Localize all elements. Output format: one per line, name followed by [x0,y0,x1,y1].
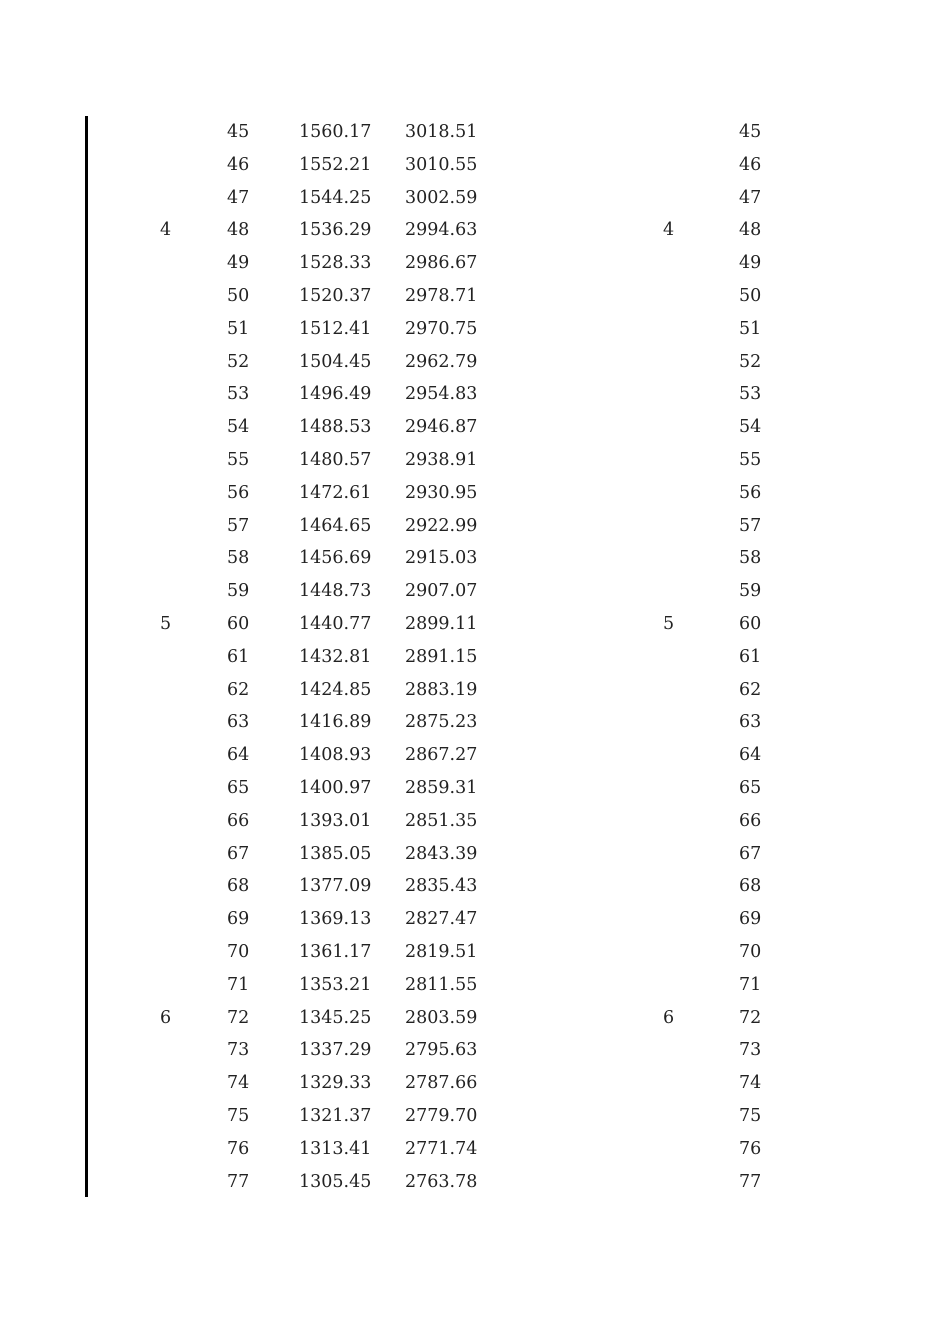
month-cell: 53 [227,384,250,405]
table-row [0,805,950,838]
table-row [0,116,950,149]
month-cell: 74 [227,1073,250,1094]
month-cell-right: 47 [739,187,762,208]
table-row [0,542,950,575]
amount-b-cell: 2779.70 [405,1105,478,1126]
table-row [0,903,950,936]
amount-a-cell: 1353.21 [299,974,372,995]
month-cell-right: 60 [739,613,762,634]
amount-b-cell: 2795.63 [405,1040,478,1061]
month-cell-right: 57 [739,515,762,536]
amount-a-cell: 1369.13 [299,909,372,930]
month-cell: 55 [227,449,250,470]
amount-b-cell: 2899.11 [405,613,478,634]
table-row [0,510,950,543]
amount-b-cell: 2763.78 [405,1171,478,1192]
table-row [0,575,950,608]
amount-b-cell: 2891.15 [405,646,478,667]
month-cell-right: 56 [739,482,762,503]
table-row [0,641,950,674]
amount-b-cell: 2946.87 [405,417,478,438]
month-cell: 56 [227,482,250,503]
amount-a-cell: 1377.09 [299,876,372,897]
month-cell-right: 69 [739,909,762,930]
amount-b-cell: 2907.07 [405,581,478,602]
month-cell: 62 [227,679,250,700]
month-cell: 50 [227,285,250,306]
amount-b-cell: 2859.31 [405,777,478,798]
amount-a-cell: 1456.69 [299,548,372,569]
amount-b-cell: 2994.63 [405,220,478,241]
month-cell-right: 59 [739,581,762,602]
amount-a-cell: 1321.37 [299,1105,372,1126]
month-cell-right: 58 [739,548,762,569]
month-cell-right: 70 [739,941,762,962]
year-cell-right: 6 [663,1007,675,1028]
amount-a-cell: 1504.45 [299,351,372,372]
table-row [0,1034,950,1067]
month-cell-right: 75 [739,1105,762,1126]
month-cell: 76 [227,1138,250,1159]
year-cell-right: 5 [663,613,675,634]
month-cell: 52 [227,351,250,372]
month-cell: 70 [227,941,250,962]
amount-a-cell: 1345.25 [299,1007,372,1028]
amount-b-cell: 2986.67 [405,253,478,274]
amount-a-cell: 1480.57 [299,449,372,470]
month-cell: 68 [227,876,250,897]
table-row [0,936,950,969]
amount-b-cell: 3002.59 [405,187,478,208]
month-cell: 73 [227,1040,250,1061]
amount-a-cell: 1528.33 [299,253,372,274]
month-cell-right: 46 [739,154,762,175]
amount-a-cell: 1305.45 [299,1171,372,1192]
month-cell-right: 73 [739,1040,762,1061]
amount-b-cell: 2851.35 [405,810,478,831]
month-cell: 75 [227,1105,250,1126]
month-cell-right: 74 [739,1073,762,1094]
schedule-table [0,116,950,1198]
amount-b-cell: 2843.39 [405,843,478,864]
month-cell: 47 [227,187,250,208]
amount-b-cell: 2827.47 [405,909,478,930]
amount-a-cell: 1424.85 [299,679,372,700]
month-cell-right: 55 [739,449,762,470]
month-cell-right: 54 [739,417,762,438]
month-cell: 54 [227,417,250,438]
month-cell-right: 49 [739,253,762,274]
month-cell: 65 [227,777,250,798]
month-cell: 77 [227,1171,250,1192]
amount-b-cell: 2978.71 [405,285,478,306]
month-cell: 58 [227,548,250,569]
table-row [0,838,950,871]
month-cell-right: 65 [739,777,762,798]
month-cell-right: 77 [739,1171,762,1192]
amount-a-cell: 1536.29 [299,220,372,241]
table-row [0,313,950,346]
amount-a-cell: 1408.93 [299,745,372,766]
table-row [0,444,950,477]
month-cell: 48 [227,220,250,241]
month-cell: 66 [227,810,250,831]
month-cell-right: 45 [739,122,762,142]
amount-a-cell: 1329.33 [299,1073,372,1094]
table-row [0,346,950,379]
table-row [0,772,950,805]
month-cell-right: 72 [739,1007,762,1028]
month-cell: 51 [227,318,250,339]
amount-a-cell: 1464.65 [299,515,372,536]
month-cell: 69 [227,909,250,930]
table-row [0,378,950,411]
month-cell: 57 [227,515,250,536]
month-cell-right: 66 [739,810,762,831]
amount-b-cell: 2915.03 [405,548,478,569]
table-row [0,149,950,182]
table-row [0,247,950,280]
table-row [0,706,950,739]
month-cell: 63 [227,712,250,733]
amount-b-cell: 3010.55 [405,154,478,175]
month-cell: 60 [227,613,250,634]
amount-a-cell: 1440.77 [299,613,372,634]
amount-a-cell: 1496.49 [299,384,372,405]
amount-a-cell: 1393.01 [299,810,372,831]
amount-a-cell: 1560.17 [299,122,372,142]
month-cell: 61 [227,646,250,667]
month-cell-right: 48 [739,220,762,241]
amount-b-cell: 2819.51 [405,941,478,962]
table-row [0,674,950,707]
amount-a-cell: 1512.41 [299,318,372,339]
amount-b-cell: 2954.83 [405,384,478,405]
amount-b-cell: 2930.95 [405,482,478,503]
month-cell-right: 61 [739,646,762,667]
month-cell-right: 53 [739,384,762,405]
amount-a-cell: 1544.25 [299,187,372,208]
month-cell-right: 52 [739,351,762,372]
month-cell-right: 71 [739,974,762,995]
month-cell: 67 [227,843,250,864]
table-row [0,1100,950,1133]
amount-a-cell: 1520.37 [299,285,372,306]
amount-a-cell: 1432.81 [299,646,372,667]
amount-b-cell: 2811.55 [405,974,478,995]
year-cell-right: 4 [663,220,675,241]
amount-a-cell: 1313.41 [299,1138,372,1159]
amount-b-cell: 2803.59 [405,1007,478,1028]
month-cell: 49 [227,253,250,274]
amount-a-cell: 1337.29 [299,1040,372,1061]
amount-b-cell: 3018.51 [405,122,478,142]
month-cell-right: 67 [739,843,762,864]
year-cell: 6 [160,1007,172,1028]
table-row [0,1166,950,1199]
amount-a-cell: 1416.89 [299,712,372,733]
year-cell: 5 [160,613,172,634]
month-cell: 72 [227,1007,250,1028]
year-cell: 4 [160,220,172,241]
month-cell-right: 68 [739,876,762,897]
table-row [0,182,950,215]
amount-a-cell: 1488.53 [299,417,372,438]
month-cell-right: 50 [739,285,762,306]
amount-b-cell: 2883.19 [405,679,478,700]
amount-b-cell: 2835.43 [405,876,478,897]
table-row [0,214,950,247]
table-row [0,1067,950,1100]
amount-b-cell: 2771.74 [405,1138,478,1159]
table-row [0,870,950,903]
amount-a-cell: 1552.21 [299,154,372,175]
month-cell: 71 [227,974,250,995]
table-row [0,280,950,313]
amount-b-cell: 2938.91 [405,449,478,470]
amount-b-cell: 2970.75 [405,318,478,339]
month-cell-right: 64 [739,745,762,766]
month-cell-right: 51 [739,318,762,339]
amount-a-cell: 1385.05 [299,843,372,864]
amount-b-cell: 2875.23 [405,712,478,733]
amount-a-cell: 1448.73 [299,581,372,602]
amount-a-cell: 1400.97 [299,777,372,798]
month-cell-right: 63 [739,712,762,733]
table-row [0,739,950,772]
table-row [0,608,950,641]
month-cell-right: 62 [739,679,762,700]
month-cell: 64 [227,745,250,766]
amount-a-cell: 1472.61 [299,482,372,503]
amount-b-cell: 2962.79 [405,351,478,372]
month-cell: 45 [227,122,250,142]
table-row [0,411,950,444]
table-row [0,1002,950,1035]
amount-b-cell: 2787.66 [405,1073,478,1094]
month-cell: 46 [227,154,250,175]
amount-b-cell: 2867.27 [405,745,478,766]
amount-a-cell: 1361.17 [299,941,372,962]
table-row [0,969,950,1002]
table-row [0,477,950,510]
month-cell-right: 76 [739,1138,762,1159]
amount-b-cell: 2922.99 [405,515,478,536]
month-cell: 59 [227,581,250,602]
table-row [0,1133,950,1166]
